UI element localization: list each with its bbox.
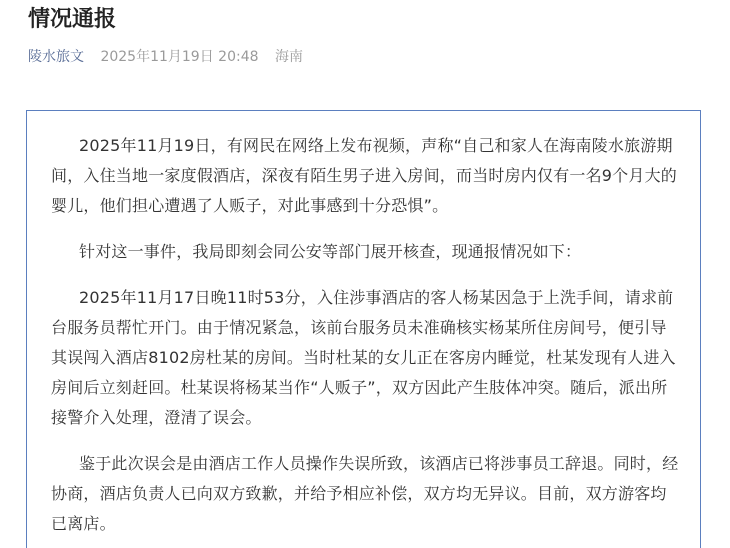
notice-paragraph-4: 鉴于此次误会是由酒店工作人员操作失误所致，该酒店已将涉事员工辞退。同时，经协商，酒店负责人已向双方致歉，并给予相应补偿，双方均无异议。目前，双方游客均已离店。 bbox=[51, 454, 679, 533]
notice-paragraph-3: 2025年11月17日晚11时53分，入住涉事酒店的客人杨某因急于上洗手间，请求前台服务员帮忙开门。由于情况紧急，该前台服务员未准确核实杨某所住房间号，便引导其误闯入酒店8102房杜某的房间。当时杜某的女儿正在客房内睡觉，杜某发现有人进入房间后立刻赶回。杜某误将杨某当作“人贩子”，双方因此产生肢体冲突。随后，派出所接警介入处理，澄清了误会。 bbox=[51, 288, 676, 427]
notice-content-box bbox=[26, 110, 701, 548]
account-name-link[interactable]: 陵水旅文 bbox=[28, 49, 84, 65]
notice-paragraph-1: 2025年11月19日，有网民在网络上发布视频，声称“自己和家人在海南陵水旅游期间，入住当地一家度假酒店，深夜有陌生男子进入房间，而当时房内仅有一名9个月大的婴儿，他们担心遭遇了人贩子，对此事感到十分恐惧”。 bbox=[51, 136, 677, 215]
publish-date: 2025年11月19日 20:48 bbox=[100, 49, 259, 65]
notice-paragraph-2: 针对这一事件，我局即刻会同公安等部门展开核查，现通报情况如下： bbox=[79, 242, 582, 261]
article-meta bbox=[28, 47, 303, 67]
publish-location: 海南 bbox=[274, 49, 303, 65]
article-title: 情况通报 bbox=[28, 7, 117, 32]
